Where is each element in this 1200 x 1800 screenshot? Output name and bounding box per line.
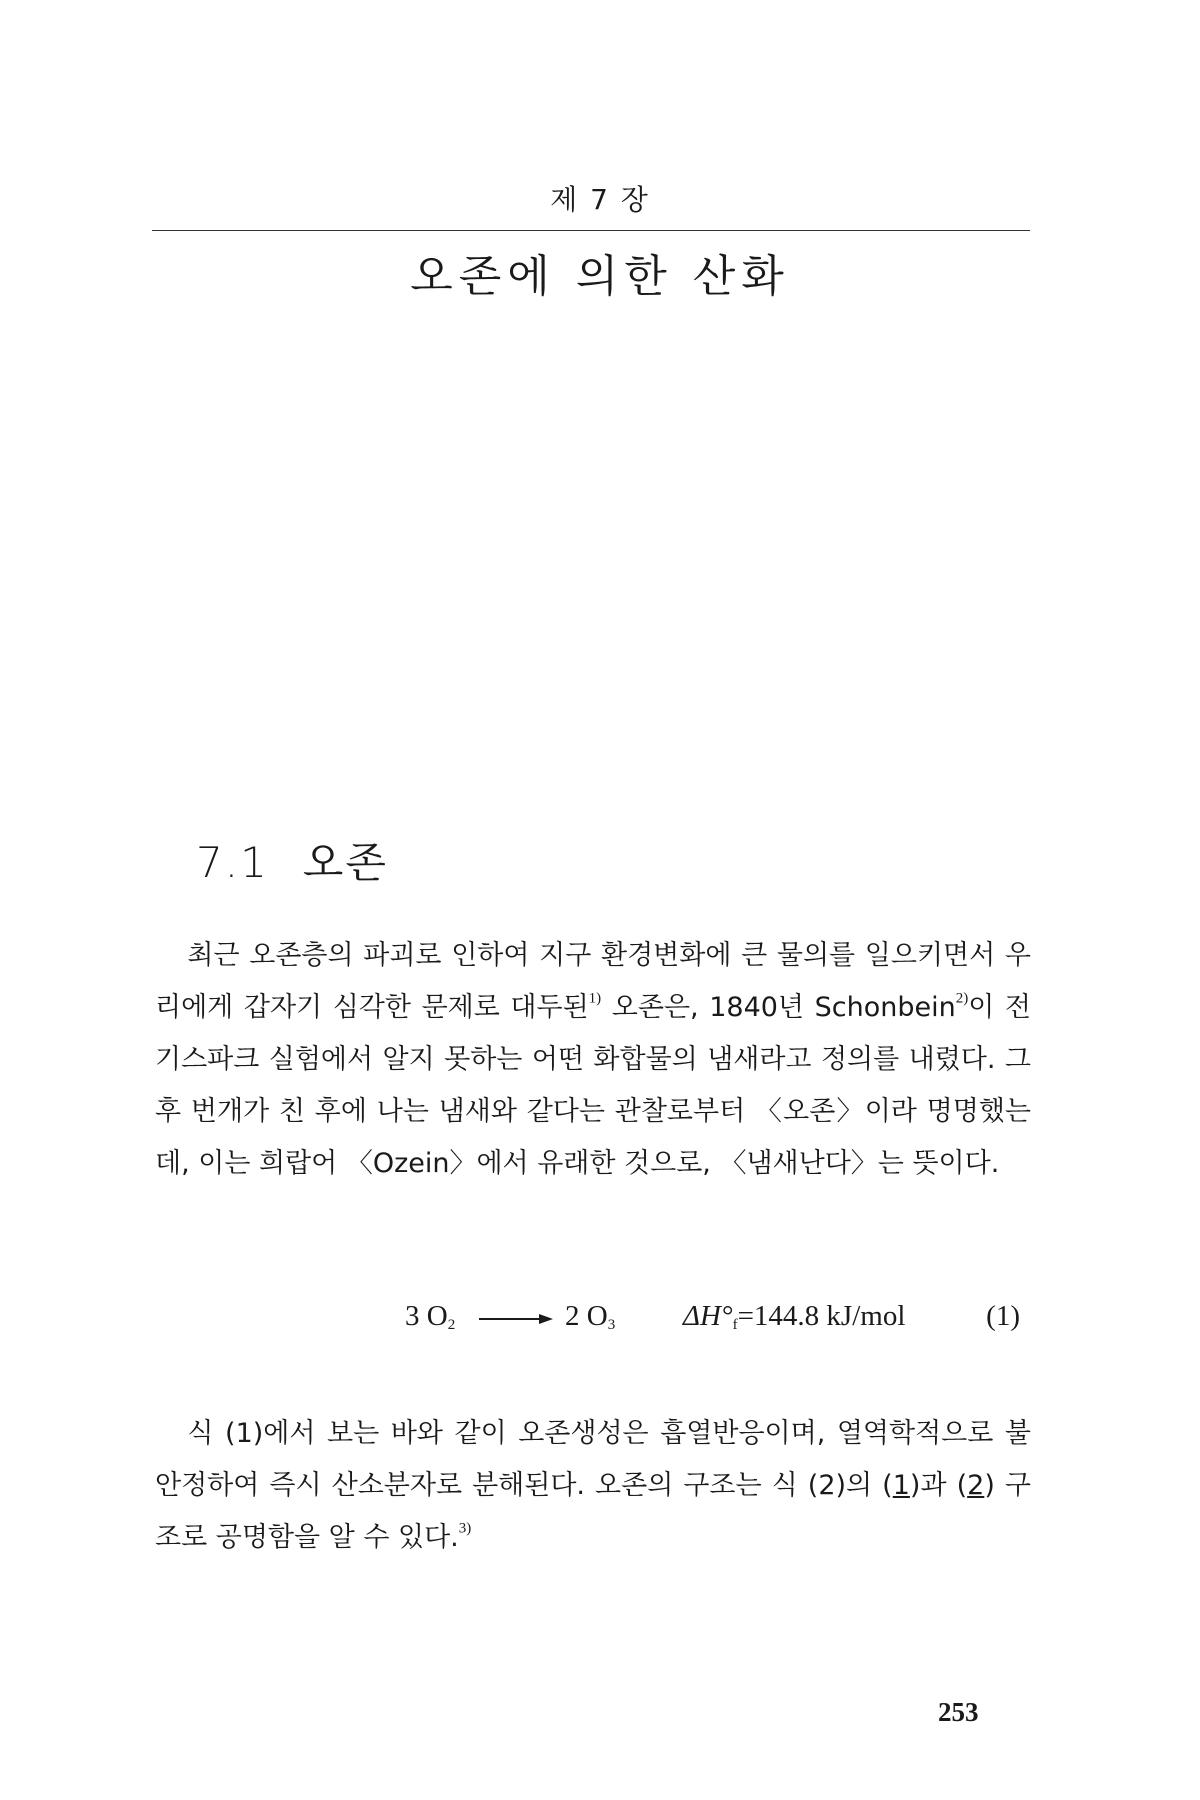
structure-ref-1: 1 <box>892 1470 910 1501</box>
chapter-label: 제 7 장 <box>550 183 650 216</box>
reaction-arrow-icon <box>475 1304 555 1334</box>
paragraph-1-text-b: 오존은, 1840년 Schonbein <box>601 992 956 1023</box>
paragraph-1-text-a: 최근 오존층의 파괴로 인하여 지구 환경변화에 큰 물의를 일으키면서 우리에게 갑자기 심각한 문제로 대두된 <box>155 940 1031 1023</box>
page-number: 253 <box>938 1697 979 1727</box>
footnote-ref-1: 1) <box>588 990 602 1007</box>
footnote-ref-3: 3) <box>458 1520 472 1537</box>
paragraph-2-text-a: 식 (1)에서 보는 바와 같이 오존생성은 흡열반응이며, 열역학적으로 불안정하여 즉시 산소분자로 분해된다. 오존의 구조는 식 (2)의 ( <box>155 1418 1031 1501</box>
section-heading <box>196 830 388 890</box>
chapter-title: 오존에 의한 산화 <box>410 251 790 302</box>
paragraph-1 <box>155 930 1031 1190</box>
footnote-ref-2: 2) <box>955 990 969 1007</box>
equation-enthalpy: $\Delta H^\circ_f=144.8$ kJ/mol <box>683 1300 906 1333</box>
equation-1 <box>405 1300 1020 1340</box>
section-title: 오존 <box>302 838 388 887</box>
section-number: 7.1 <box>196 838 269 887</box>
equation-number: (1) <box>986 1300 1020 1332</box>
paragraph-2-text-c: ) 구조로 공명함을 알 수 있다. <box>155 1470 1032 1553</box>
paragraph-2 <box>155 1408 1031 1564</box>
paragraph-1-text-c: 이 전기스파크 실험에서 알지 못하는 어떤 화합물의 냄새라고 정의를 내렸다. 그 후 번개가 친 후에 나는 냄새와 같다는 관찰로부터 〈오존〉이라 명명했는데, 이는 희랍어 〈Ozein〉에서 유래한 것으로, 〈냄새난다〉는 뜻이다. <box>155 992 1031 1179</box>
chapter-divider <box>152 230 1030 231</box>
equation-reactant: 3 $O_2$ <box>405 1300 456 1333</box>
paragraph-2-text-b: )과 ( <box>909 1470 968 1501</box>
structure-ref-2: 2 <box>967 1470 985 1501</box>
equation-product: 2 $O_3$ <box>565 1300 616 1333</box>
